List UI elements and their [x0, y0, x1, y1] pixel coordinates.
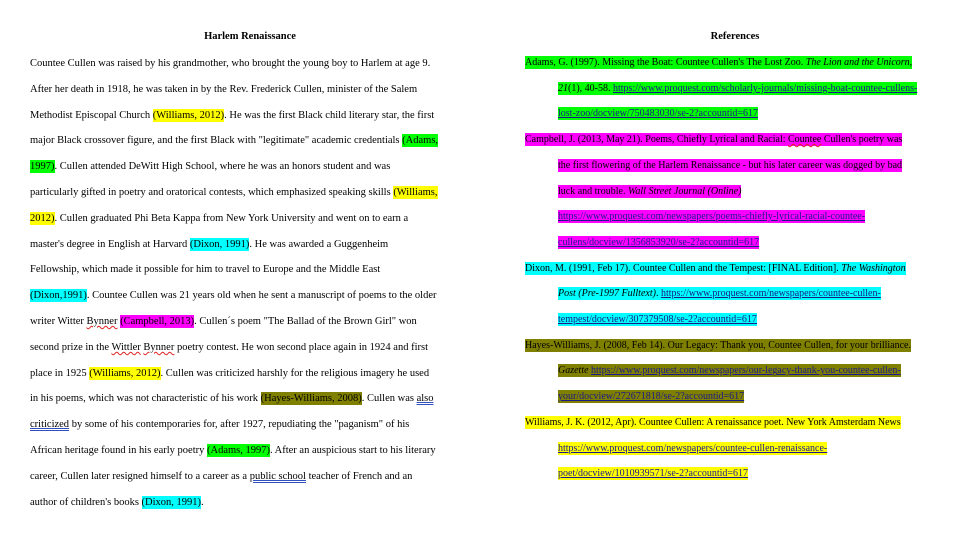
reference-highlight	[558, 107, 758, 120]
reference-url-link[interactable]: https://www.proquest.com/newspapers/countee-cullen-renaissance-	[558, 442, 828, 454]
reference-highlight	[558, 390, 744, 403]
essay-text: second prize in the	[30, 341, 112, 353]
essay-text: . Cullen´s poem "The Ballad of the Brown Girl" won	[194, 316, 417, 327]
citation-highlight: (Campbell, 2013)	[120, 316, 195, 327]
essay-line	[30, 185, 438, 200]
essay-text: African heritage found in his early poetry	[30, 445, 207, 456]
reference-line	[558, 287, 881, 301]
essay-text: by some of his contemporaries for, after 1927, repudiating the "paganism" of his	[69, 419, 410, 431]
reference-text: the first flowering of the Harlem Renaissance - but his later career was dogged by bad	[558, 159, 903, 171]
citation-highlight: 1997)	[30, 161, 55, 173]
essay-text: teacher of French and an	[305, 470, 413, 482]
essay-text: writer Witter	[30, 316, 87, 327]
flagged-word: public school	[249, 470, 306, 482]
essay-text: particularly gifted in poetry and oratorical contests, which emphasized speaking skills	[30, 187, 394, 198]
reference-highlight	[558, 467, 748, 480]
reference-text: Dixon, M. (1991, Feb 17). Countee Cullen and the Tempest: [FINAL Edition].	[525, 262, 842, 274]
reference-text: Wall Street Journal (Online)	[627, 185, 742, 197]
reference-line	[558, 210, 865, 224]
essay-text: . Countee Cullen was 21 years old when he sent a manuscript of poems to the older	[86, 290, 437, 302]
essay-line	[30, 443, 436, 458]
citation-highlight: (Adams,	[402, 135, 439, 147]
reference-text: (1), 40-58.	[568, 82, 613, 94]
essay-text: Methodist Episcopal Church	[30, 109, 153, 121]
essay-line	[30, 340, 428, 355]
essay-title: Harlem Renaissance	[204, 31, 296, 42]
reference-highlight	[558, 236, 759, 249]
reference-line	[558, 364, 901, 378]
flagged-word: Wittler	[111, 341, 141, 353]
citation-highlight: (Hayes-Williams, 2008)	[260, 393, 362, 405]
citation-highlight: (Williams, 2012)	[152, 109, 225, 121]
citation-highlight: (Williams,	[393, 187, 438, 198]
reference-line	[558, 442, 827, 456]
essay-text: . Cullen was	[361, 393, 417, 405]
reference-url-link[interactable]: lost-zoo/docview/750483030/se-2?accountid=617	[558, 108, 759, 120]
reference-highlight	[525, 339, 911, 352]
essay-line	[30, 262, 380, 277]
citation-highlight: (Dixon, 1991)	[141, 496, 202, 508]
citation-highlight: (Dixon, 1991)	[189, 238, 250, 250]
reference-line	[558, 236, 759, 250]
essay-text: in his poems, which was not characteristic of his work	[30, 393, 261, 405]
references-title: References	[710, 31, 760, 42]
citation-highlight: (Adams, 1997)	[206, 445, 270, 456]
reference-line	[525, 262, 906, 276]
essay-line	[30, 211, 408, 226]
essay-text: After her death in 1918, he was taken in by the Rev. Frederick Cullen, minister of the Salem	[30, 83, 418, 95]
essay-line	[30, 133, 438, 148]
essay-text: . Cullen was criticized harshly for the religious imagery he used	[160, 367, 430, 379]
reference-line	[558, 467, 748, 481]
essay-text: career, Cullen later resigned himself to a career as a	[30, 470, 250, 482]
essay-text: Countee Cullen was raised by his grandmother, who brought the young boy to Harlem at age 9.	[30, 58, 431, 69]
reference-text: Post (Pre-1997 Fulltext)	[558, 288, 656, 300]
reference-highlight	[525, 56, 912, 69]
reference-text: 21	[558, 82, 568, 94]
reference-line	[525, 56, 912, 70]
reference-highlight	[558, 159, 902, 172]
essay-text: .	[201, 496, 204, 508]
reference-line	[525, 416, 901, 430]
reference-highlight	[558, 364, 901, 377]
reference-text: Campbell, J. (2013, May 21). Poems, Chiefly Lyrical and Racial:	[525, 134, 789, 146]
reference-text: Adams, G. (1997). Missing the Boat: Countee Cullen's The Lost Zoo.	[525, 57, 806, 68]
flagged-word: also	[416, 393, 434, 405]
reference-url-link[interactable]: https://www.proquest.com/newspapers/poems-chiefly-lyrical-racial-countee-	[558, 211, 866, 223]
reference-text: .	[655, 288, 661, 300]
reference-line	[558, 107, 758, 121]
essay-text: poetry contest. He won second place again in 1924 and first	[174, 341, 429, 353]
essay-line	[30, 366, 429, 381]
reference-line	[558, 313, 757, 327]
reference-highlight	[558, 82, 917, 95]
reference-line	[558, 390, 744, 404]
essay-line	[30, 108, 434, 123]
essay-line	[30, 56, 430, 71]
flagged-word: Bynner	[86, 316, 118, 327]
reference-line	[558, 82, 917, 96]
reference-highlight	[558, 313, 757, 326]
reference-text: Williams, J. K. (2012, Apr). Countee Cullen: A renaissance poet. New York Amsterdam News	[525, 416, 901, 428]
essay-line	[30, 469, 412, 484]
essay-text: author of children's books	[30, 496, 142, 508]
reference-url-link[interactable]: https://www.proquest.com/newspapers/countee-cullen-	[660, 288, 881, 300]
reference-text: Cullen's poetry was	[821, 134, 903, 146]
reference-text: Countee	[788, 134, 822, 146]
essay-line	[30, 159, 390, 174]
reference-text: luck and trouble.	[558, 185, 628, 197]
essay-text: . He was awarded a Guggenheim	[249, 238, 389, 250]
reference-text: Hayes-Williams, J. (2008, Feb 14). Our Legacy: Thank you, Countee Cullen, for your brilliance.	[525, 339, 911, 351]
essay-line	[30, 495, 204, 510]
reference-text: The Lion and the Unicorn,	[805, 57, 913, 68]
reference-line	[525, 339, 911, 353]
essay-line	[30, 391, 433, 406]
essay-line	[30, 82, 417, 97]
reference-text: The Washington	[841, 262, 906, 274]
reference-highlight	[558, 287, 881, 300]
reference-highlight	[525, 416, 901, 429]
essay-line	[30, 288, 437, 303]
essay-line	[30, 314, 417, 329]
reference-line	[558, 185, 741, 199]
essay-text: . After an auspicious start to his literary	[269, 445, 436, 456]
essay-text: master's degree in English at Harvard	[30, 238, 190, 250]
reference-highlight	[558, 210, 865, 223]
essay-text: . Cullen graduated Phi Beta Kappa from New York University and went on to earn a	[54, 212, 409, 224]
reference-highlight	[558, 442, 827, 455]
reference-line	[558, 159, 902, 173]
essay-text: place in 1925	[30, 367, 90, 379]
flagged-word: Bynner	[143, 341, 175, 353]
essay-text: . Cullen attended DeWitt High School, where he was an honors student and was	[54, 161, 391, 173]
reference-url-link[interactable]: https://www.proquest.com/newspapers/our-legacy-thank-you-countee-cullen-	[591, 365, 901, 377]
reference-url-link[interactable]: tempest/docview/307379508/se-2?accountid=617	[558, 314, 757, 325]
reference-url-link[interactable]: https://www.proquest.com/scholarly-journals/missing-boat-countee-cullens-	[613, 82, 918, 94]
reference-url-link[interactable]: cullens/docview/1356853920/se-2?accountid=617	[558, 236, 760, 248]
citation-highlight: 2012)	[30, 212, 55, 224]
citation-highlight: (Dixon,1991)	[30, 290, 87, 302]
essay-line	[30, 417, 409, 432]
reference-url-link[interactable]: poet/docview/1010939571/se-2?accountid=617	[558, 468, 749, 480]
essay-text: major Black crossover figure, and the first Black with "legitimate" academic credentials	[30, 135, 403, 147]
essay-text: Fellowship, which made it possible for him to travel to Europe and the Middle East	[30, 264, 381, 276]
reference-highlight	[558, 185, 741, 198]
reference-url-link[interactable]: your/docview/272671818/se-2?accountid=617	[558, 391, 745, 403]
reference-line	[525, 133, 902, 147]
essay-text: . He was the first Black child literary star, the first	[224, 109, 435, 121]
essay-line	[30, 237, 388, 252]
flagged-word: criticized	[30, 419, 70, 431]
reference-highlight	[525, 133, 902, 146]
reference-text: Gazette	[558, 365, 589, 377]
citation-highlight: (Williams, 2012)	[89, 367, 161, 379]
reference-highlight	[525, 262, 906, 275]
